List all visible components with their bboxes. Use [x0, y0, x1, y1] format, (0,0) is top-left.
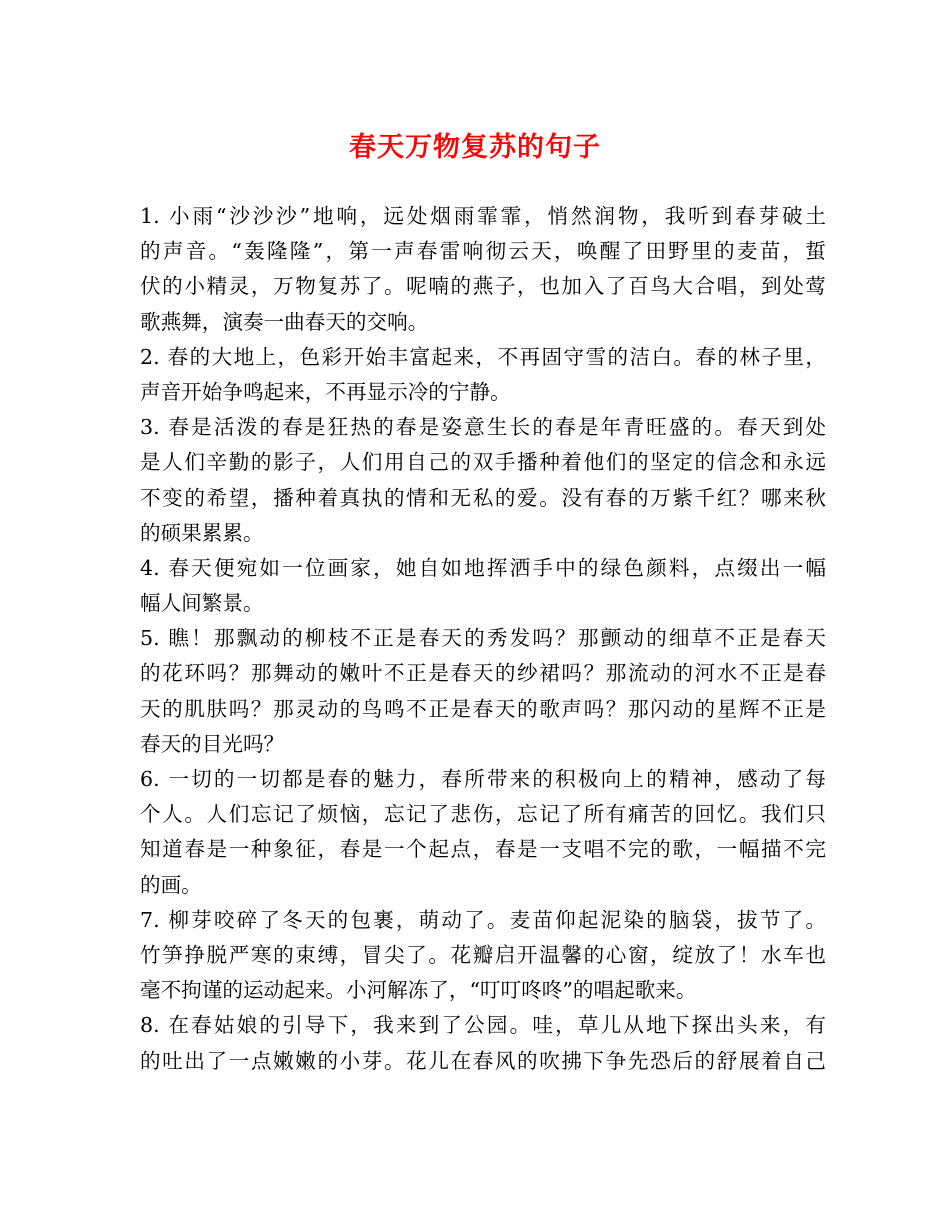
text-line: 是人们辛勤的影子，人们用自己的双手播种着他们的坚定的信念和永远: [140, 450, 826, 475]
text-line: 5. 瞧！那飘动的柳枝不正是春天的秀发吗？那颤动的细草不正是春天: [140, 626, 826, 651]
document-title: 春天万物复苏的句子: [349, 132, 601, 163]
text-line: 天的肌肤吗？那灵动的鸟鸣不正是春天的歌声吗？那闪动的星辉不正是: [140, 696, 826, 721]
text-line: 3. 春是活泼的春是狂热的春是姿意生长的春是年青旺盛的。春天到处: [140, 415, 826, 440]
text-line: 4. 春天便宛如一位画家，她自如地挥洒手中的绿色颜料，点缀出一幅: [140, 555, 826, 580]
text-line: 知道春是一种象征，春是一个起点，春是一支唱不完的歌，一幅描不完: [140, 837, 826, 862]
text-line: 的声音。“轰隆隆”，第一声春雷响彻云天，唤醒了田野里的麦苗，蜇: [140, 239, 826, 264]
text-line: 的花环吗？那舞动的嫩叶不正是春天的纱裙吗？那流动的河水不正是春: [140, 661, 826, 686]
text-line: 毫不拘谨的运动起来。小河解冻了，“叮叮咚咚”的唱起歌来。: [140, 978, 697, 1003]
text-line: 声音开始争鸣起来，不再显示冷的宁静。: [140, 379, 511, 404]
text-line: 6. 一切的一切都是春的魅力，春所带来的积极向上的精神，感动了每: [140, 767, 826, 791]
text-line: 个人。人们忘记了烦恼，忘记了悲伤，忘记了所有痛苦的回忆。我们只: [140, 802, 826, 827]
text-line: 歌燕舞，演奏一曲春天的交响。: [140, 309, 429, 334]
text-line: 2. 春的大地上，色彩开始丰富起来，不再固守雪的洁白。春的林子里，: [140, 344, 826, 369]
document-body: [140, 199, 826, 1079]
text-line: 春天的目光吗？: [140, 731, 285, 756]
text-line: 的画。: [140, 872, 202, 897]
text-line: 不变的希望，播种着真执的情和无私的爱。没有春的万紫千红？哪来秋: [140, 485, 826, 510]
text-line: 伏的小精灵，万物复苏了。呢喃的燕子，也加入了百鸟大合唱，到处莺: [140, 274, 826, 299]
text-line: 竹笋挣脱严寒的束缚，冒尖了。花瓣启开温馨的心窗，绽放了！水车也: [140, 942, 826, 967]
text-line: 8. 在春姑娘的引导下，我来到了公园。哇，草儿从地下探出头来，有: [140, 1013, 826, 1038]
text-line: 的吐出了一点嫩嫩的小芽。花儿在春风的吹拂下争先恐后的舒展着自己: [140, 1048, 826, 1073]
text-line: 1. 小雨“沙沙沙”地响，远处烟雨霏霏，悄然润物，我听到春芽破土: [140, 204, 826, 228]
text-line: 幅人间繁景。: [140, 591, 264, 616]
text-line: 7. 柳芽咬碎了冬天的包裹，萌动了。麦苗仰起泥染的脑袋，拔节了。: [140, 907, 826, 932]
text-line: 的硕果累累。: [140, 520, 264, 545]
